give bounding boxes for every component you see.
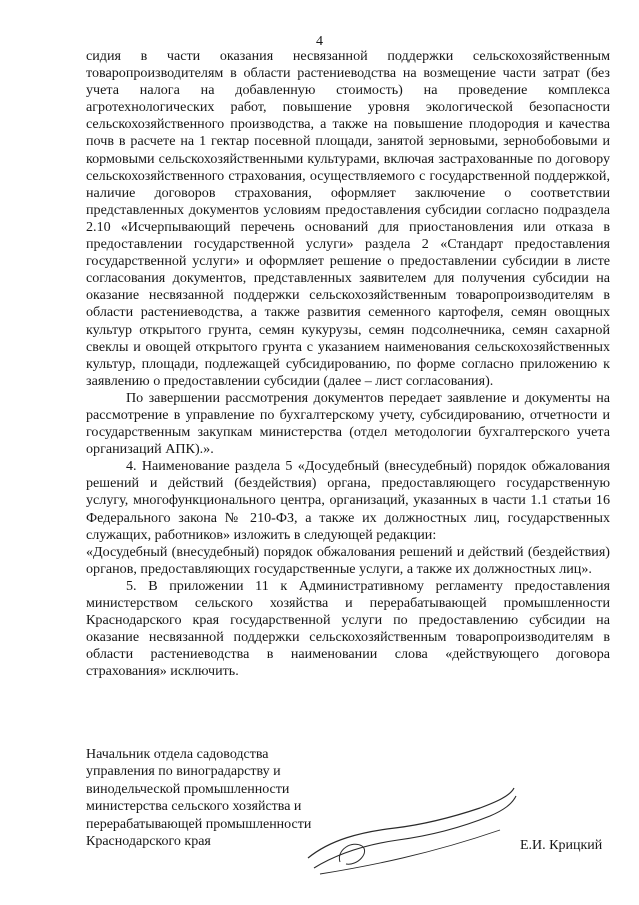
paragraph-new-section-title: «Досудебный (внесудебный) порядок обжалования решений и действий (бездействия) органов, предоставляющих государственные услуги, а также их должностных лиц». [86, 543, 610, 577]
page-number: 4 [316, 34, 323, 49]
signatory-position-line: Краснодарского края [86, 834, 211, 850]
paragraph-item-4: 4. Наименование раздела 5 «Досудебный (внесудебный) порядок обжалования решений и действий (бездействия) органа, предоставляющего государственную услугу, многофункционального центра, организаций, указанных в части 1.1 статьи 16 Федерального закона № 210-ФЗ, а также их должностных лиц, государственных служащих, работников» изложить в следующей редакции: [86, 458, 610, 543]
signatory-position-line: управления по виноградарству и [86, 764, 281, 780]
signatory-position-line: министерства сельского хозяйства и [86, 799, 302, 815]
signatory-name: Е.И. Крицкий [520, 838, 603, 853]
signatory-position-line: винодельческой промышленности [86, 781, 290, 797]
paragraph-review-completion: По завершении рассмотрения документов передает заявление и документы на рассмотрение в управление по бухгалтерскому учету, субсидированию, отчетности и государственным закупкам министерства (отдел методологии бухгалтерского учета организаций АПК).». [86, 389, 610, 458]
signatory-position-line: Начальник отдела садоводства [86, 747, 269, 762]
paragraph-continuation: сидия в части оказания несвязанной поддержки сельскохозяйственным товаропроизводителям в области растениеводства на возмещение части затрат (без учета налога на добавленную стоимость) на проведение комплекса агротехнологических работ, повышение уровня экологической безопасности сельскохозяйственного производства, а также на повышение плодородия и качества почв в расчете на 1 гектар посевной площади, занятой зерновыми, зернобобовыми и кормовыми сельскохозяйственными культурами, включая застрахованные по договору сельскохозяйственного страхования, осуществляемого с государственной поддержкой, наличие договоров страхования, оформляет заключение о соответствии представленных документов условиям предоставления субсидии согласно подраздела 2.10 «Исчерпывающий перечень оснований для приостановления или отказа в предоставлении государственной услуги» раздела 2 «Стандарт предоставления государственной услуги» и оформляет решение о предоставлении субсидии в листе согласования документов, представленных заявителем для получения субсидии на оказание несвязанной поддержки сельскохозяйственным товаропроизводителям в области растениеводства, а также развития семенного картофеля, семян овощных культур открытого грунта, семян кукурузы, семян подсолнечника, семян сахарной свеклы и овощей открытого грунта с указанием наименования сельскохозяйственных культур, площади, подлежащей субсидированию, по форме согласно приложению к заявлению о предоставлении субсидии (далее – лист согласования). [86, 48, 610, 389]
document-body [86, 48, 610, 680]
paragraph-item-5: 5. В приложении 11 к Административному регламенту предоставления министерством сельского хозяйства и перерабатывающей промышленности Краснодарского края государственной услуги по предоставлению субсидии на оказание несвязанной поддержки сельскохозяйственным товаропроизводителям в области растениеводства в наименовании слова «действующего договора страхования» исключить. [86, 577, 610, 680]
signatory-position-line: перерабатывающей промышленности [86, 816, 312, 832]
handwritten-signature [300, 770, 520, 880]
